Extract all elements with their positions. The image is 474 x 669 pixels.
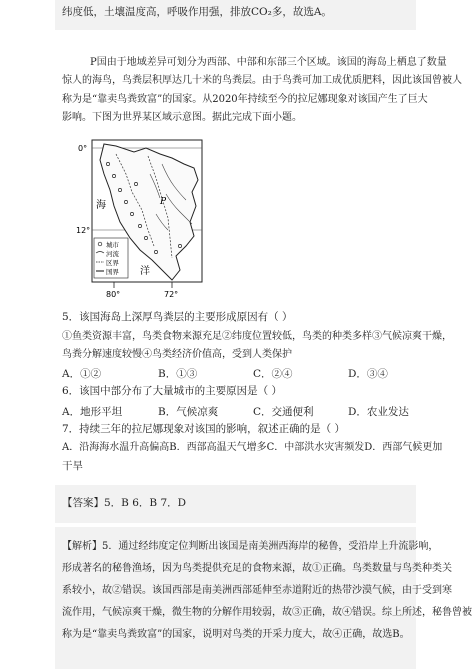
- ocean-label: 洋: [140, 266, 150, 277]
- map-legend: [94, 238, 128, 278]
- region-map: [76, 134, 216, 300]
- q6-option-d[interactable]: D．农业发达: [348, 406, 409, 418]
- country-p-label: P: [160, 197, 167, 207]
- q7-line3: 干旱: [62, 460, 83, 472]
- lon-72-label: 72°: [164, 290, 179, 299]
- q5-option-d[interactable]: D．③④: [348, 368, 388, 380]
- analysis-line-1: 【解析】5．通过经纬度定位判断出该国是南美洲西海岸的秘鲁，受沿岸上升流影响，: [62, 541, 439, 552]
- analysis-line-5: 称为是“靠卖鸟粪致富”的国家，说明对鸟类的开采力度大，故④正确，故选B。: [62, 629, 410, 640]
- q5-option-b[interactable]: B．①③: [158, 368, 198, 380]
- prev-analysis-line: 纬度低，土壤温度高，呼吸作用强，排放CO₂多，故选A。: [62, 6, 332, 18]
- legend-river: 河流: [106, 250, 119, 258]
- q7-stem: 7．持续三年的拉尼娜现象对该国的影响，叙述正确的是（ ）: [62, 423, 346, 435]
- q6-option-b[interactable]: B．气候凉爽: [158, 406, 219, 418]
- q5-line3: 鸟粪分解速度较慢④鸟类经济价值高，受到人类保护: [62, 349, 292, 360]
- q5-line2: ①鱼类资源丰富，鸟类食物来源充足②纬度位置较低，鸟类的种类多样③气候凉爽干燥，: [62, 331, 452, 342]
- analysis-line-4: 流作用，气候凉爽干燥，微生物的分解作用较弱，故③正确，故④错误。综上所述，秘鲁曾被: [62, 607, 472, 618]
- q7-line2: A．沿海海水温升高偏高B．西部高温天气增多C．中部洪水灾害频发D．西部气候更加: [62, 442, 443, 453]
- analysis-line-2: 形成著名的秘鲁渔场，因为鸟类提供充足的食物来源，故①正确。鸟类数量与鸟类种类关: [62, 563, 452, 574]
- q5-stem: 5．该国海岛上深厚鸟粪层的主要形成原因有（ ）: [62, 311, 293, 323]
- legend-region: 区界: [106, 259, 119, 267]
- analysis-line-3: 系较小，故②错误。该国西部是南美洲西部延伸至赤道附近的热带沙漠气候，由于受到寒: [62, 585, 452, 596]
- passage-line-4: 影响。下图为世界某区域示意图。据此完成下面小题。: [62, 112, 302, 123]
- q5-option-c[interactable]: C．②④: [253, 368, 293, 380]
- passage-line-2: 惊人的海鸟，鸟粪层积厚达几十米的鸟粪层。由于鸟粪可加工成优质肥料，因此该国曾被人: [62, 75, 462, 86]
- legend-city: 城市: [106, 241, 119, 249]
- legend-border: 国界: [106, 268, 119, 276]
- lat-0-label: 0°: [78, 144, 88, 153]
- sea-label: 海: [96, 200, 106, 211]
- q6-option-a[interactable]: A．地形平坦: [62, 406, 123, 418]
- passage-line-1: P国由于地域差异可划分为西部、中部和东部三个区域。该国的海岛上栖息了数量: [90, 57, 447, 68]
- lat-12-label: 12°: [76, 226, 91, 235]
- lon-80-label: 80°: [106, 290, 121, 299]
- q6-stem: 6．该国中部分布了大量城市的主要原因是（ ）: [62, 385, 283, 397]
- q5-option-a[interactable]: A．①②: [62, 368, 102, 380]
- q6-option-c[interactable]: C．交通便利: [253, 406, 314, 418]
- answer-text: 【答案】5．B 6．B 7．D: [62, 497, 187, 509]
- passage-line-3: 称为是“靠卖鸟粪致富”的国家。从2020年持续至今的拉尼娜现象对该国产生了巨大: [62, 94, 428, 105]
